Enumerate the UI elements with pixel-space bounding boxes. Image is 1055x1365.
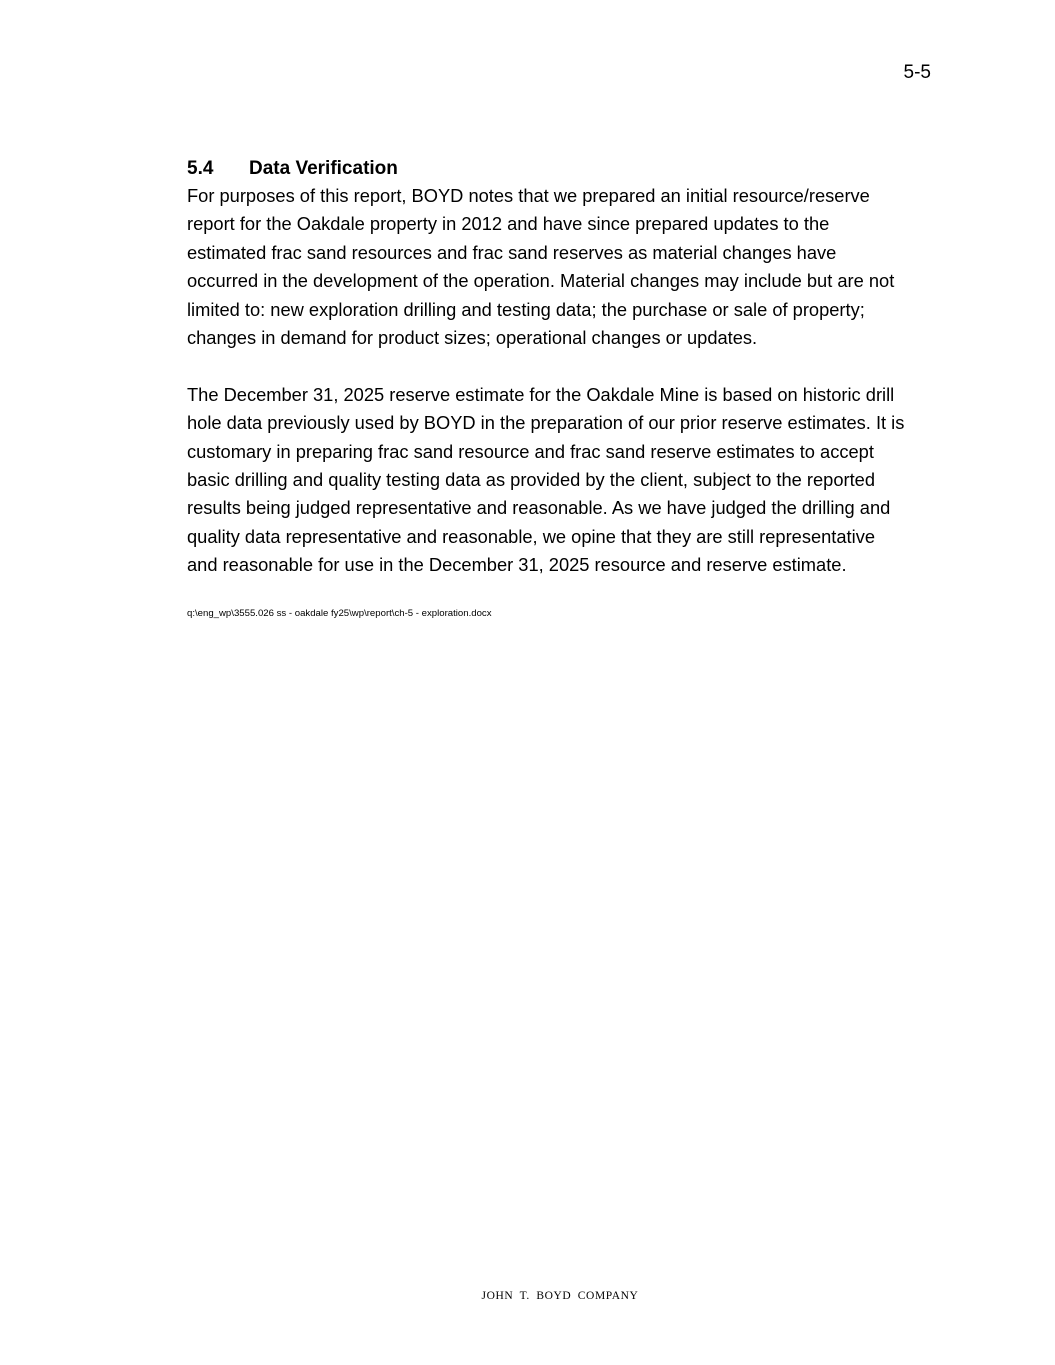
section-data-verification [187,156,937,620]
page-number: 5-5 [903,62,931,83]
paragraph-1: For purposes of this report, BOYD notes that we prepared an initial resource/reserve report for the Oakdale property in 2012 and have since prepared updates to the estimated frac sand resources and frac sand reserves as material changes have occurred in the development of the operation. Material changes may include but are not limited to: new exploration drilling and testing data; the purchase or sale of property; changes in demand for product sizes; operational changes or updates. [187,185,895,349]
paragraph-2: The December 31, 2025 reserve estimate for the Oakdale Mine is based on historic drill hole data previously used by BOYD in the preparation of our prior reserve estimates. It is customary in preparing frac sand resource and frac sand reserve estimates to accept basic drilling and quality testing data as provided by the client, subject to the reported results being judged representative and reasonable. As we have judged the drilling and quality data representative and reasonable, we opine that they are still representative and reasonable for use in the December 31, 2025 resource and reserve estimate. [187,383,905,576]
footer-company: JOHN T. BOYD COMPANY [481,1290,639,1302]
section-title: Data Verification [249,158,398,179]
file-path: q:\eng_wp\3555.026 ss - oakdale fy25\wp\report\ch-5 - exploration.docx [187,607,492,619]
section-heading [187,156,937,182]
section-number: 5.4 [187,158,214,179]
